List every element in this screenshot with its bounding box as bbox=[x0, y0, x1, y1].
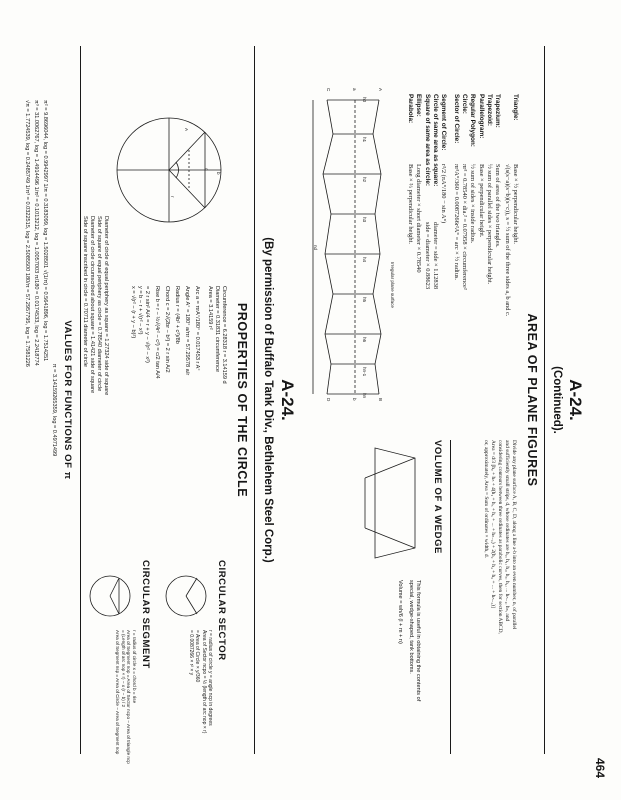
figure-name: Sector of Circle: bbox=[452, 94, 460, 144]
figure-row bbox=[468, 94, 476, 424]
wedge-line: This formula is useful in obtaining the contents of bbox=[415, 580, 421, 702]
figure-line: Base × ½ perpendicular height. bbox=[512, 164, 519, 244]
left-rule-mid bbox=[80, 46, 81, 754]
right-rule-mid bbox=[450, 440, 451, 754]
figure-name: Parabola: bbox=[407, 94, 415, 124]
right-title: A-24. bbox=[566, 379, 585, 421]
figure-desc: Base × ⅔ perpendicular height. bbox=[407, 164, 415, 244]
ordinate-label: h3 bbox=[362, 217, 367, 223]
wedge-text bbox=[396, 580, 421, 780]
figure-name: Regular Polygon: bbox=[469, 94, 477, 147]
formula-line: Arc a = πrA°/180° = 0.017453 r A° bbox=[194, 286, 201, 371]
formula-line: x = √(r² − (r + y − b)²) bbox=[130, 286, 137, 339]
figure-row bbox=[476, 94, 484, 424]
formula-line: = 2 r sin² A/4 = r + y − √(r² − x²) bbox=[144, 286, 151, 363]
ordinate-label: h4 bbox=[362, 257, 367, 263]
sector-heading: CIRCULAR SECTOR bbox=[216, 560, 227, 661]
plane-heading: AREA OF PLANE FIGURES bbox=[525, 313, 539, 487]
figure-desc: Base × perpendicular height. bbox=[477, 164, 485, 238]
right-rule-top bbox=[544, 46, 545, 754]
ordinate-label: h6 bbox=[362, 337, 367, 343]
page-number: 464 bbox=[593, 758, 607, 779]
formula-line: Angle A° = 180° a/πr = 57.29578 a/r bbox=[184, 286, 191, 376]
left-permission: (By permission of Buffalo Tank Div., Bethlehem Steel Corp.) bbox=[262, 237, 274, 563]
circle-label-b: b bbox=[216, 172, 221, 175]
right-continued: (Continued). bbox=[551, 366, 563, 434]
figure-row bbox=[485, 94, 493, 424]
figure-row bbox=[422, 94, 430, 424]
figure-desc: πr²A°/360 = 0.0087266r²A° = arc × ½ radius. bbox=[452, 164, 460, 280]
wedge-heading: VOLUME OF A WEDGE bbox=[432, 440, 443, 554]
segment-line: Area of Segment nsp = Area of Circle − Area of Segment nop bbox=[114, 630, 120, 755]
formula-line: Chord c = 2√(2br − b²) = 2 r sin A/2 bbox=[164, 286, 171, 373]
circle-label-r: r bbox=[170, 196, 175, 198]
figure-desc: πr² = 0.78540 × dia.² = 0.07958 × circumference² bbox=[461, 164, 469, 290]
pi-heading: VALUES FOR FUNCTIONS OF π bbox=[62, 320, 73, 480]
segment-diagram bbox=[85, 566, 135, 626]
figure-row bbox=[502, 94, 519, 424]
diameter-note: Side of square of equal periphery as circle = 0.78540 diameter of circle bbox=[96, 216, 103, 392]
figure-row bbox=[439, 94, 447, 424]
figure-name: Trapezium: bbox=[494, 94, 502, 128]
circle-formulas bbox=[129, 286, 227, 586]
sector-line: Area of Sector ncpo = ½ (length of arc nop × r) bbox=[200, 630, 207, 734]
figure-desc bbox=[502, 164, 519, 316]
sector-text bbox=[188, 630, 213, 790]
figure-desc: ½ sum of parallel sides × perpendicular height. bbox=[486, 164, 494, 285]
formula-line: y = b − r + √(r² − x²) bbox=[137, 286, 144, 335]
figure-line: √(s(s−a)(s−b)(s−c)), s = ½ sum of the three sides a, b and c. bbox=[503, 164, 511, 317]
formula-line: Rise b = r − ½√(4r² − c²) = c/2 tan A/4 bbox=[154, 286, 161, 379]
formula-line: Radius r = (4b² + c²)/8b bbox=[174, 286, 181, 344]
figure-name: Parallelogram: bbox=[477, 94, 485, 139]
formula-line: Diameter = 0.31831 circumference bbox=[214, 286, 221, 372]
pi-line: √π = 1.7724539, log = 0.2485749 1/π³ = 0.0322515, log = 2.5085500 180/π = 57.2957795, log = 1.7581226 bbox=[24, 100, 31, 367]
pi-line: π² = 9.8696044, log = 0.9942997 1/π = 0.3183099, log = 1.5028501 √(1/π) = 0.5641896, log = 1.7514251 bbox=[42, 100, 49, 362]
figure-desc: side = diameter × 0.88623 bbox=[423, 222, 431, 290]
wedge-line: Volume = wh/6 (l + m + n) bbox=[397, 580, 404, 644]
sector-line: = 0.0087266 × r² × y bbox=[188, 630, 195, 676]
segment-heading: CIRCULAR SEGMENT bbox=[140, 560, 151, 669]
circle-label-c: c bbox=[204, 168, 209, 171]
corner-label: D bbox=[326, 398, 331, 402]
formula-line: Area = 3.14159 r² bbox=[207, 286, 214, 330]
diagram-label: Irregular plane surface bbox=[390, 262, 395, 308]
ordinate-label: hn-1 bbox=[362, 367, 367, 377]
ordinate-label: h1 bbox=[362, 137, 367, 143]
figure-desc: r²/2 (πA°/180 − sin A°) bbox=[440, 164, 448, 224]
figure-row bbox=[451, 94, 459, 424]
circle-diagram bbox=[111, 90, 231, 250]
diameter-notes bbox=[81, 216, 109, 516]
figure-name: Trapezoid: bbox=[486, 94, 494, 126]
corner-label: b bbox=[352, 398, 357, 401]
width-label: nd bbox=[313, 245, 318, 251]
left-title: A-24. bbox=[278, 379, 297, 421]
segment-line: Area of Segment nop = Area of Sector ncpo − Area of triangle ncp bbox=[126, 630, 132, 764]
wedge-line: special, wedge-shaped, tank bottoms. bbox=[408, 580, 415, 674]
ordinate-label: h2 bbox=[362, 177, 367, 183]
figure-name: Circle: bbox=[461, 94, 469, 114]
figure-name: Circle of same area as square: bbox=[432, 94, 440, 187]
formula-line: Circumference = 6.28318 r = 3.14159 d bbox=[221, 286, 227, 384]
ordinate-label: h5 bbox=[362, 297, 367, 303]
simpson-line: and sufficiently small strips, d, whose ordinates are h₀, h₁, h₂, h₃, h₄, ... hₙ₋₁, hₙ, and bbox=[503, 440, 510, 622]
segment-text bbox=[114, 630, 137, 790]
figure-row bbox=[460, 94, 468, 424]
simpson-text bbox=[482, 440, 517, 780]
simpson-line: considering contours between three ordinates as parabolic curves, then for section ABCD, bbox=[496, 440, 503, 634]
corner-label: B bbox=[378, 398, 383, 402]
figure-desc: ½ sum of sides × inside radius. bbox=[469, 164, 477, 244]
figure-row bbox=[431, 94, 439, 424]
figure-name: Segment of Circle: bbox=[440, 94, 448, 151]
figure-desc: Long diameter × short diameter × 0.78540 bbox=[415, 164, 423, 273]
pi-line: π³ = 31.0062767, log = 1.4914496 1/π² = 0.1013212, log = 1.0057003 π/180 = 0.0174533, log = 2.2418774 bbox=[33, 100, 40, 366]
figure-name: Triangle: bbox=[512, 94, 519, 121]
figure-name: Square of same area as circle: bbox=[423, 94, 431, 187]
wedge-diagram bbox=[355, 448, 425, 568]
corner-label: C bbox=[326, 88, 331, 92]
figure-name: Ellipse: bbox=[415, 94, 423, 117]
figure-row bbox=[493, 94, 501, 424]
simpson-line: Divide any plane surface A, B, C, D, along a line a-b into an even number, n, of parallel bbox=[511, 440, 517, 630]
segment-line: = (Length of arc nop × r) − x (r − b) / 2 bbox=[120, 630, 126, 708]
pi-values bbox=[23, 100, 57, 720]
figure-row bbox=[414, 94, 422, 424]
diameter-note: Side of square inscribed in circle = 0.70711 diameter of circle bbox=[82, 216, 89, 367]
circle-label-A: A bbox=[184, 128, 189, 132]
diameter-note: Diameter of circle of equal periphery as square = 1.27324 side of square bbox=[103, 216, 109, 396]
corner-label: a bbox=[352, 88, 357, 91]
figure-row bbox=[406, 94, 414, 424]
sector-line: r = radius of circle y = angle ncp in degrees bbox=[207, 630, 213, 726]
sector-line: = Area of Circle × y/360 bbox=[194, 630, 201, 683]
ordinate-label: h0 bbox=[362, 97, 367, 103]
sector-diagram bbox=[161, 566, 211, 626]
figure-desc: Sum of area of the two triangles. bbox=[494, 164, 502, 248]
circle-heading: PROPERTIES OF THE CIRCLE bbox=[235, 302, 249, 498]
simpson-line: Area = d/3 [h₀ + hₙ + 4(h₁ + h₃ + h₅ + ... + hₙ₋₁) + 2(h₂ + h₄ + h₆ + ... + hₙ₋₂)] bbox=[489, 440, 496, 608]
diameter-note: Diameter of circle circumscribed about square = 1.41421 side of square bbox=[89, 216, 96, 394]
left-rule-top bbox=[254, 46, 255, 754]
figure-desc: diameter = side × 1.12838 bbox=[432, 222, 440, 290]
figure-list bbox=[406, 94, 519, 424]
pi-line: π = 3.14159265359, log = 0.4971499 bbox=[51, 363, 57, 457]
segment-line: r = radius of circle x = chord b = rise bbox=[132, 630, 137, 704]
ordinate-label: hn bbox=[362, 393, 367, 399]
simpson-line: or, approximately, Area = Sum of ordinates × width, d. bbox=[482, 440, 489, 558]
corner-label: A bbox=[378, 88, 383, 92]
